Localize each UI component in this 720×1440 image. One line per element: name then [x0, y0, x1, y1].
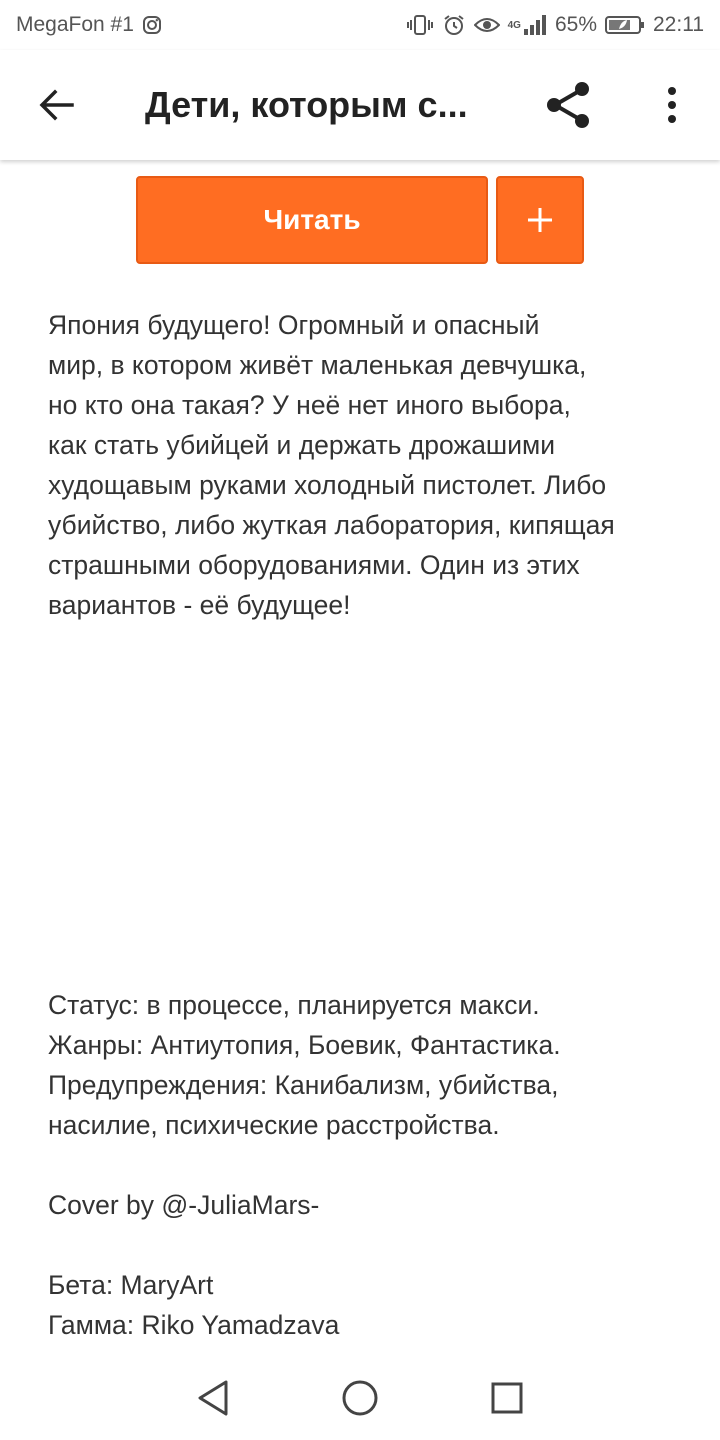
share-button[interactable] [538, 78, 598, 132]
description-line: убийство, либо жуткая лаборатория, кипящая [48, 510, 615, 540]
back-arrow-icon [38, 89, 74, 121]
nav-back-icon [196, 1379, 230, 1417]
spacer [48, 1145, 688, 1185]
instagram-icon [142, 15, 162, 35]
add-to-library-button[interactable] [496, 176, 584, 264]
spacer [48, 1225, 688, 1265]
signal-icon [508, 14, 547, 36]
warnings-line-continued: насилие, психические расстройства. [48, 1110, 500, 1140]
status-line: Статус: в процессе, планируется макси. [48, 990, 540, 1020]
battery-percent: 65% [554, 13, 597, 36]
carrier-name: MegaFon #1 [16, 13, 134, 36]
app-bar [0, 50, 720, 160]
system-nav-bar [0, 1356, 720, 1440]
alarm-icon [442, 13, 466, 37]
network-type: 4G [507, 19, 521, 31]
beta-credit: Бета: MaryArt [48, 1270, 214, 1300]
eye-icon [474, 15, 500, 35]
status-bar [0, 0, 720, 50]
back-button[interactable] [28, 80, 84, 130]
warnings-line: Предупреждения: Канибализм, убийства, [48, 1070, 559, 1100]
page-title: Дети, которым с... [145, 84, 468, 125]
story-description [48, 305, 688, 625]
nav-home-button[interactable] [330, 1368, 390, 1428]
nav-home-icon [341, 1379, 379, 1417]
nav-recents-icon [490, 1381, 524, 1415]
gamma-credit: Гамма: Riko Yamadzava [48, 1310, 340, 1340]
read-button[interactable]: Читать [136, 176, 488, 264]
description-line: вариантов - её будущее! [48, 590, 351, 620]
more-vertical-icon [666, 85, 678, 125]
status-bar-right [406, 13, 704, 37]
description-line: Япония будущего! Огромный и опасный [48, 310, 540, 340]
description-line: худощавым руками холодный пистолет. Либо [48, 470, 607, 500]
description-line: но кто она такая? У неё нет иного выбора, [48, 390, 571, 420]
story-meta [48, 985, 688, 1345]
vibrate-icon [406, 14, 434, 36]
description-line: мир, в котором живёт маленькая девчушка, [48, 350, 587, 380]
clock: 22:11 [653, 13, 704, 36]
plus-icon [526, 206, 554, 234]
cover-credit: Cover by @-JuliaMars- [48, 1190, 320, 1220]
genres-line: Жанры: Антиутопия, Боевик, Фантастика. [48, 1030, 561, 1060]
battery-icon [605, 15, 645, 35]
nav-back-button[interactable] [183, 1368, 243, 1428]
more-options-button[interactable] [650, 78, 694, 132]
description-line: страшными оборудованиями. Один из этих [48, 550, 580, 580]
status-bar-left [16, 13, 162, 37]
share-icon [543, 80, 593, 130]
nav-recents-button[interactable] [477, 1368, 537, 1428]
description-line: как стать убийцей и держать дрожашими [48, 430, 556, 460]
